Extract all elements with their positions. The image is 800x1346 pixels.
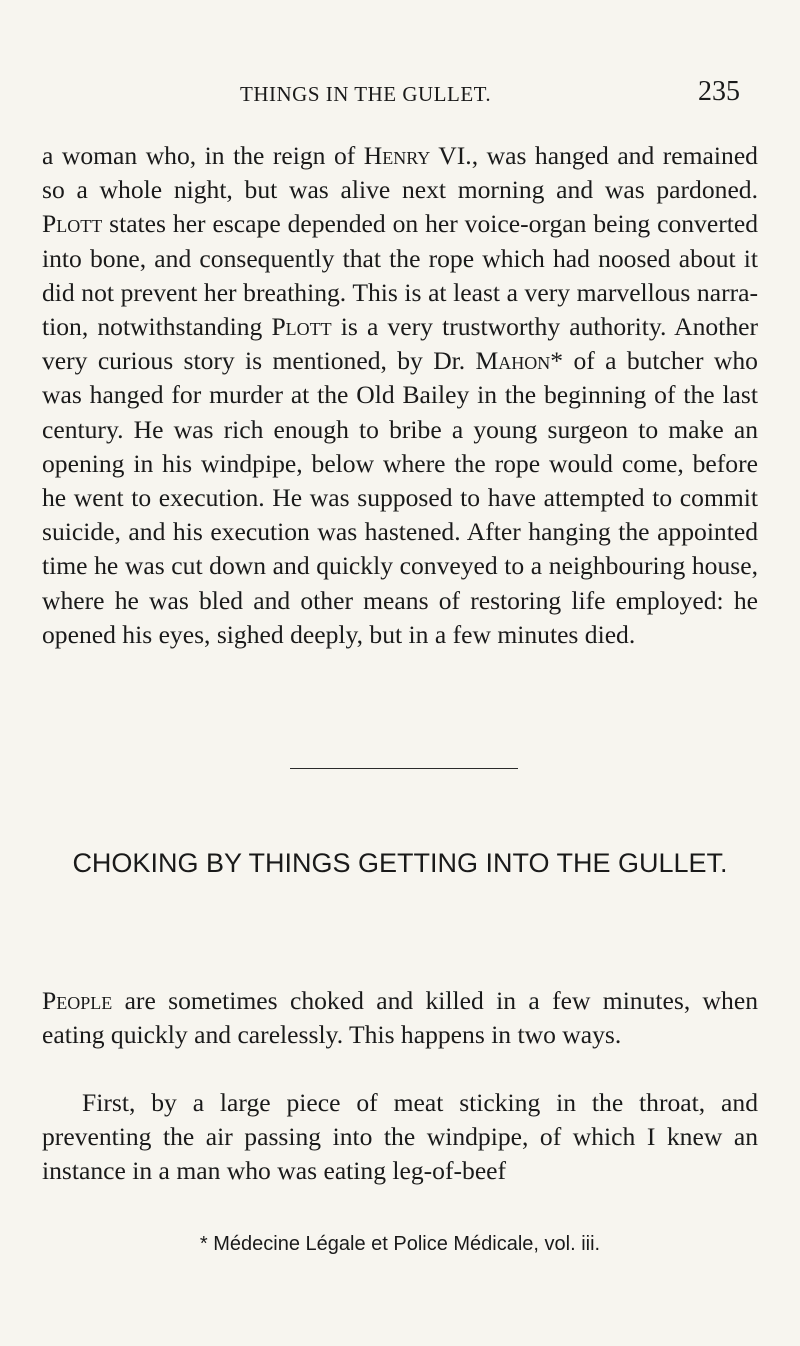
footnote: * Médecine Légale et Police Médicale, vol. iii. (199, 1233, 601, 1255)
paragraph-hanging-stories (42, 139, 758, 652)
lead-word: People (42, 986, 113, 1015)
name-plott: Plott (271, 312, 332, 342)
name-henry: Henry (363, 141, 431, 170)
section-heading: CHOKING BY THINGS GETTING INTO THE GULLET. (72, 848, 728, 878)
name-plott: Plott (42, 209, 103, 239)
text-span: a woman who, in the reign of (42, 141, 364, 170)
text-span: * of a butcher who was hanged for murder at the Old Bailey in the beginning of the last century. He was rich enough to bribe a young surgeon to make an opening in his windpipe, below where the rope would come, before he went to execution. He was supposed to have attempted to commit suicide, and his execution was hastened. After hanging the appointed time he was cut down and quickly conveyed to a neighbouring house, where he was bled and other means of restoring life employed: he opened his eyes, sighed deeply, but in a few minutes died. (42, 346, 758, 649)
running-head: THINGS IN THE GULLET. (240, 82, 492, 106)
paragraph-choking-intro (42, 984, 758, 1052)
text-span: is a very trustworthy authority. Another very curious story is mentioned, by Dr. (42, 312, 758, 376)
page-number: 235 (698, 76, 740, 107)
text-span: are sometimes choked and killed in a few minutes, when eating quickly and carelessly. This happens in two ways. (42, 986, 758, 1050)
text-span: VI., was hanged and remained so a whole night, but was alive next morning and was pardoned. (42, 141, 758, 205)
paragraph-first-way: First, by a large piece of meat sticking in the throat, and preventing the air passing into the windpipe, of which I knew an instance in a man who was eating leg-of-beef (42, 1088, 758, 1186)
section-divider (290, 768, 518, 769)
text-span: states her escape depended on her voice-organ being converted into bone, and consequently that the rope which had noosed about it did not prevent her breathing. This is at least a very marvellous narration, notwithstanding (42, 209, 758, 342)
name-mahon: Mahon (475, 346, 551, 376)
